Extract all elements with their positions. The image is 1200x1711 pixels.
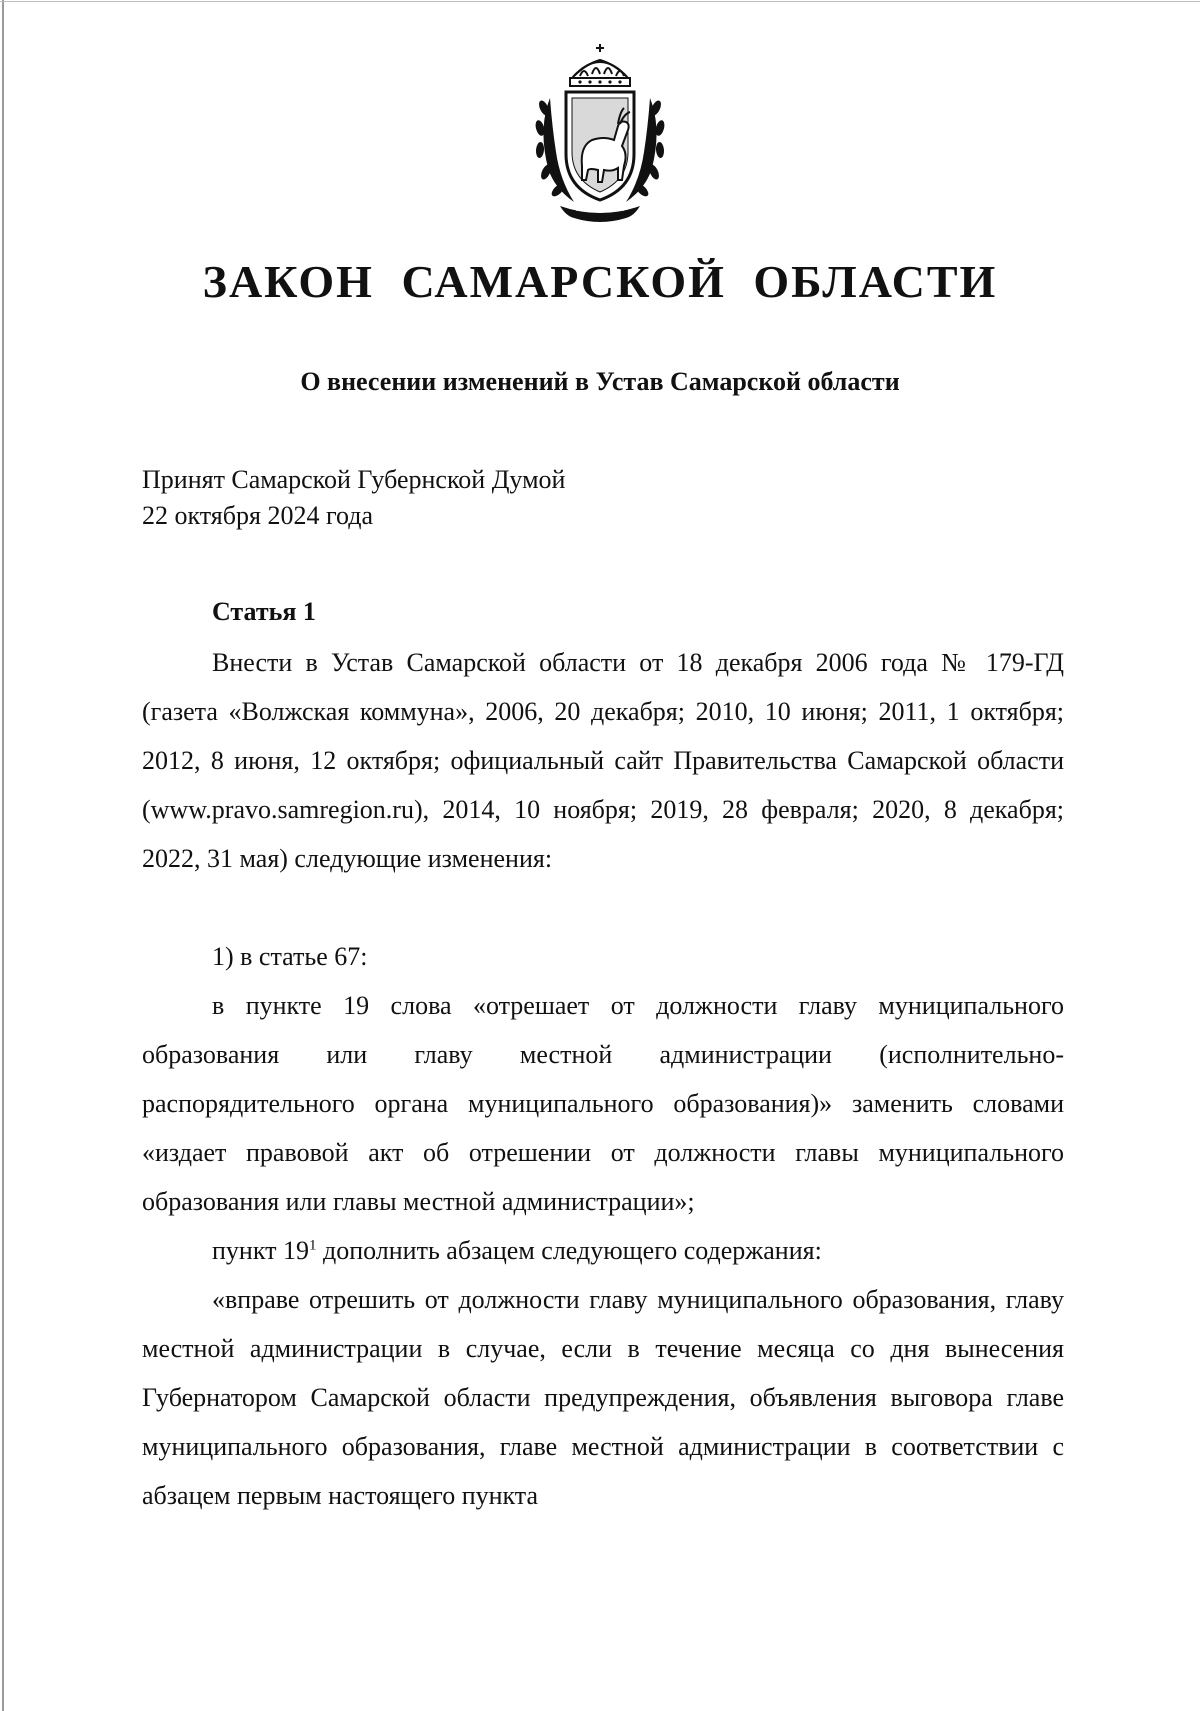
point-text: дополнить абзацем следующего содержания: <box>316 1236 822 1265</box>
document-subtitle: О внесении изменений в Устав Самарской области <box>300 367 900 396</box>
adoption-line-body: Принят Самарской Губернской Думой <box>142 465 566 494</box>
scan-edge-top <box>0 1 1200 2</box>
paragraph-new-clause: «вправе отрешить от должности главу муниципального образования, главу местной администрации в случае, если в течение месяца со дня вынесения Губернатором Самарской области предупреждения, объявления выговора главе муниципального образования, главе местной администрации в соответствии с абзацем первым настоящего пункта <box>142 1285 1064 1510</box>
samara-coat-of-arms-icon <box>520 38 680 228</box>
adoption-info <box>142 462 565 534</box>
adoption-line-date: 22 октября 2024 года <box>142 501 373 530</box>
paragraph-point-19: в пункте 19 слова «отрешает от должности главу муниципального образования или главу местной администрации (исполнительно-распорядительного органа муниципального образования)» заменить словами «издает правовой акт об отрешении от должности главы муниципального образования или главы местной администрации»; <box>142 991 1064 1216</box>
paragraph-point-19-1 <box>142 1226 1064 1275</box>
document-title: ЗАКОН САМАРСКОЙ ОБЛАСТИ <box>202 256 998 307</box>
paragraph-article-67: 1) в статье 67: <box>212 942 368 971</box>
paragraph-amendment-intro: Внести в Устав Самарской области от 18 декабря 2006 года № 179-ГД (газета «Волжская коммуна», 2006, 20 декабря; 2010, 10 июня; 2011, 1 октября; 2012, 8 июня, 12 октября; официальный сайт Правительства Самарской области (www.pravo.samregion.ru), 2014, 10 ноября; 2019, 28 февраля; 2020, 8 декабря; 2022, 31 мая) следующие изменения: <box>142 648 1064 873</box>
point-superscript: 1 <box>308 1237 317 1254</box>
article-heading: Статья 1 <box>212 597 316 626</box>
point-label: пункт 19 <box>212 1236 309 1265</box>
